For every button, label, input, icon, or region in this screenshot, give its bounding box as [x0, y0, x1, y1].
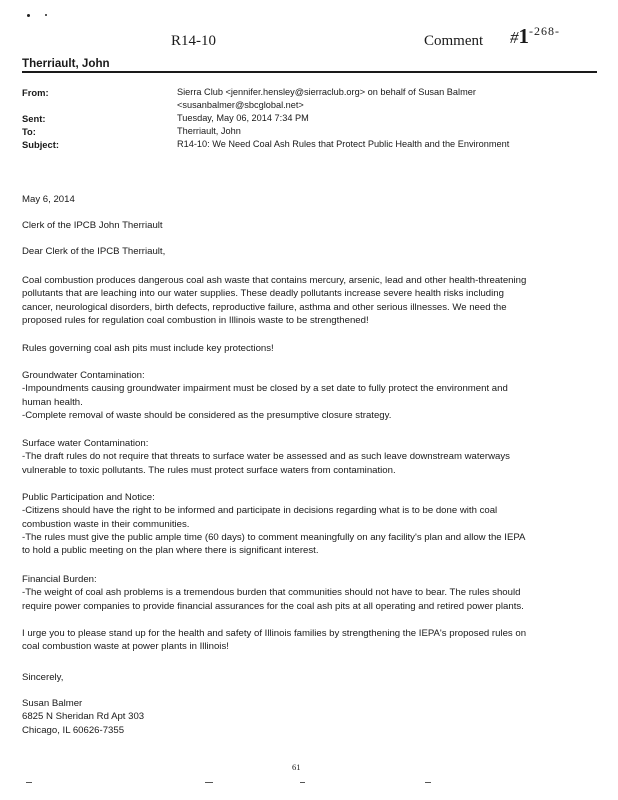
sent-label: Sent:: [22, 113, 46, 124]
letter-addressee: Clerk of the IPCB John Therriault: [22, 220, 163, 231]
comment-number-stamp: [510, 24, 560, 49]
letter-salutation: Dear Clerk of the IPCB Therriault,: [22, 246, 166, 257]
scan-mark: [26, 782, 32, 783]
section-heading: Surface water Contamination:: [22, 438, 149, 449]
scan-speck: [45, 14, 47, 16]
text-line: -Impoundments causing groundwater impairment must be closed by a set date to fully protect the environment and: [22, 383, 508, 395]
from-label: From:: [22, 87, 49, 98]
financial-burden-section: [22, 573, 524, 613]
scan-mark: [300, 782, 305, 783]
closing-paragraph: [22, 627, 526, 654]
subject-label: Subject:: [22, 139, 59, 150]
text-line: Coal combustion produces dangerous coal ash waste that contains mercury, arsenic, lead and other health-threatening: [22, 275, 527, 286]
signer-city: Chicago, IL 60626-7355: [22, 724, 125, 736]
signature-block: [22, 697, 144, 737]
section-heading: Financial Burden:: [22, 574, 97, 585]
comment-label: Comment: [424, 33, 484, 49]
text-line: I urge you to please stand up for the health and safety of Illinois families by strengthening the IEPA's proposed rules on: [22, 628, 527, 639]
text-line: -The rules must give the public ample time (60 days) to comment meaningfully on any facility's plan and allow the IEPA: [22, 531, 526, 543]
surface-water-section: [22, 437, 510, 477]
text-line: coal combustion waste at power plants in Illinois!: [22, 641, 229, 653]
letter-signoff: Sincerely,: [22, 672, 64, 683]
sent-value: Tuesday, May 06, 2014 7:34 PM: [177, 113, 309, 123]
comment-hash: #: [510, 28, 519, 47]
key-protections-line: Rules governing coal ash pits must include key protections!: [22, 343, 274, 354]
text-line: cancer, neurological disorders, birth defects, reproductive failure, asthma and other serious illnesses. We need the: [22, 301, 507, 313]
text-line: proposed rules for regulation coal combustion in Illinois waste to be strengthened!: [22, 314, 369, 326]
from-value-line1: Sierra Club <jennifer.hensley@sierraclub.org> on behalf of Susan Balmer: [177, 87, 476, 97]
text-line: pollutants that are leaching into our water supplies. These deadly pollutants increase severe health risks including: [22, 288, 504, 300]
scan-speck: [27, 14, 30, 17]
page-number: 61: [292, 762, 301, 772]
header-rule: [22, 71, 597, 73]
comment-number: 1: [518, 24, 529, 48]
section-heading: Public Participation and Notice:: [22, 492, 155, 503]
comment-suffix: -268-: [529, 24, 560, 38]
docket-number: R14-10: [171, 33, 216, 49]
text-line: require power companies to provide financial assurances for the coal ash pits at all operating and retired power plants.: [22, 600, 524, 612]
text-line: human health.: [22, 396, 83, 408]
signer-name: Susan Balmer: [22, 698, 83, 709]
text-line: -The draft rules do not require that threats to surface water be assessed and as such leave downstream waterways: [22, 451, 510, 463]
section-heading: Groundwater Contamination:: [22, 370, 145, 381]
text-line: -The weight of coal ash problems is a tremendous burden that communities should not have to bear. The rules should: [22, 587, 521, 599]
text-line: combustion waste in their communities.: [22, 518, 190, 530]
recipient-heading: Therriault, John: [22, 57, 110, 70]
text-line: to hold a public meeting on the plan where there is significant interest.: [22, 545, 319, 557]
text-line: -Complete removal of waste should be considered as the presumptive closure strategy.: [22, 409, 392, 421]
text-line: vulnerable to toxic pollutants. The rules must protect surface waters from contamination.: [22, 464, 396, 476]
scan-mark: [425, 782, 431, 783]
public-participation-section: [22, 491, 525, 557]
from-value-line2: <susanbalmer@sbcglobal.net>: [177, 100, 304, 110]
signer-street: 6825 N Sheridan Rd Apt 303: [22, 711, 145, 723]
intro-paragraph: [22, 274, 526, 327]
letter-date: May 6, 2014: [22, 194, 75, 205]
to-label: To:: [22, 126, 36, 137]
text-line: -Citizens should have the right to be informed and participate in decisions regarding what is to be done with coal: [22, 505, 498, 517]
subject-value: R14-10: We Need Coal Ash Rules that Protect Public Health and the Environment: [177, 139, 510, 149]
to-value: Therriault, John: [177, 126, 241, 136]
groundwater-section: [22, 369, 508, 422]
scan-mark: [205, 782, 213, 783]
